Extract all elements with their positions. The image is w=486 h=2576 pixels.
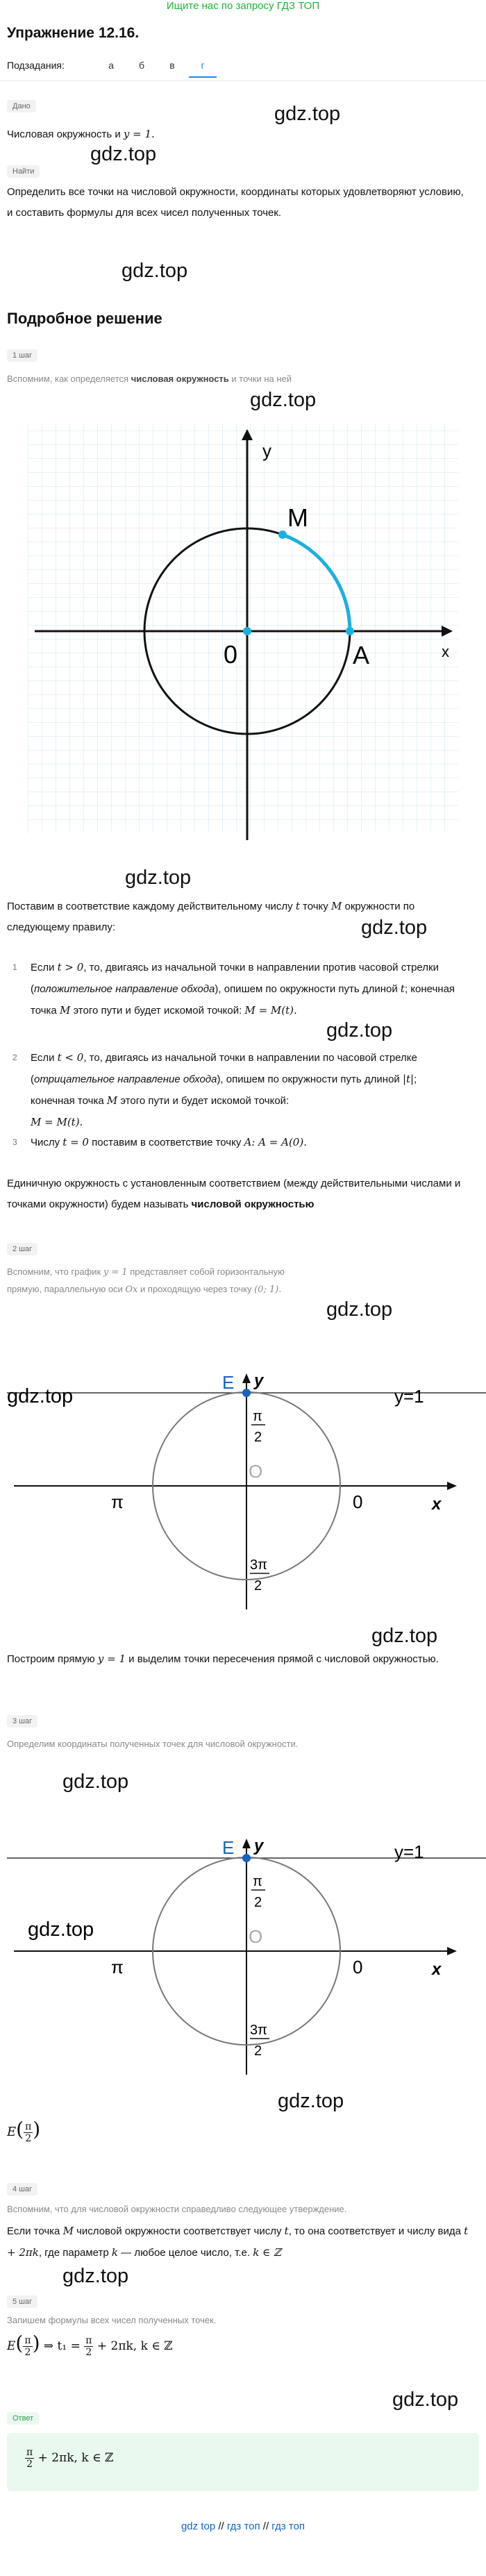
y-axis-arrow	[242, 1373, 251, 1383]
step3-hint: Определим координаты полученных точек для числовой окружности.	[7, 1739, 299, 1749]
point-e	[242, 1389, 251, 1397]
watermark: gdz.top	[250, 389, 317, 411]
y-axis-label: y	[254, 1371, 264, 1390]
given-chip: Дано	[7, 100, 36, 112]
footer-link[interactable]: gdz top	[181, 2520, 216, 2532]
rule-item-1: Если t > 0, то, двигаясь из начальной точки в направлении против часовой стрелки (положительное направление обхода), опишем по окружности путь длиной t; конечная точка M этого пути и будет искомой точкой: M = M(t).	[31, 961, 455, 1017]
step3-chip: 3 шаг	[7, 1715, 37, 1728]
list-number: 2	[12, 1053, 17, 1062]
answer-box	[7, 2433, 479, 2491]
watermark: gdz.top	[392, 2389, 459, 2411]
step5-hint: Запишем формулы всех чисел полученных точек.	[7, 2315, 217, 2325]
x-axis-label: x	[432, 1960, 442, 1979]
watermark: gdz.top	[326, 1298, 393, 1321]
origin-label: O	[249, 1461, 263, 1482]
find-text: Определить все точки на числовой окружности, координаты которых удовлетворяют условию, и составить формулы для всех чисел полученных точек.	[7, 186, 464, 219]
zero-label: 0	[353, 1957, 363, 1977]
step4-text: Если точка M числовой окружности соответствует числу t, то она соответствует и числу вида t + 2πk, где параметр k — любое целое число, т.е. k ∈ ℤ	[7, 2225, 469, 2259]
tab-a[interactable]: а	[108, 60, 114, 71]
frac-bottom-den: 2	[254, 2043, 262, 2059]
step2-text: Построим прямую y = 1 и выделим точки пересечения прямой с числовой окружностью.	[7, 1653, 439, 1665]
rule-item-2: Если t < 0, то, двигаясь из начальной точки в направлении по часовой стрелке (отрицательное направление обхода), опишем по окружности путь длиной |t|; конечная точка M этого пути и будет искомой точкой: M = M(t).	[31, 1051, 417, 1128]
frac-bottom-num: 3π	[250, 2023, 267, 2038]
list-number: 1	[12, 962, 17, 972]
find-chip: Найти	[7, 165, 40, 178]
step4-chip: 4 шаг	[7, 2183, 37, 2196]
step3-result: E( $\frac{\pi}{2}$ )	[7, 2118, 41, 2144]
footer-link[interactable]: гдз топ	[271, 2520, 305, 2532]
watermark: gdz.top	[278, 2090, 344, 2112]
y-axis-label: y	[262, 440, 271, 461]
frac-top-den: 2	[254, 1895, 262, 1910]
watermark: gdz.top	[122, 260, 188, 282]
frac-top-den: 2	[254, 1430, 262, 1445]
answer-formula: $\frac{\pi}{2}$ + 2πk, k ∈ ℤ	[26, 2447, 114, 2470]
step1-outro: Единичную окружность с установленным соответствием (между действительными числами и точками окружности) будем называть числовой окружностью	[7, 1178, 461, 1210]
graph-intersection	[0, 1784, 486, 2076]
point-e-label: E	[222, 1837, 235, 1858]
watermark: gdz.top	[7, 1385, 74, 1407]
watermark: gdz.top	[125, 867, 192, 889]
x-axis-arrow	[447, 1947, 457, 1955]
subtasks-label: Подзадания:	[7, 60, 65, 71]
given-text: Числовая окружность и y = 1.	[7, 128, 155, 140]
step1-hint: Вспомним, как определяется числовая окружность и точки на ней	[7, 374, 292, 384]
footer-link[interactable]: гдз топ	[226, 2520, 260, 2532]
page-title: Упражнение 12.16.	[7, 25, 140, 41]
step1-intro: Поставим в соответствие каждому действительному числу t точку M окружности по следующему правилу:	[7, 900, 415, 933]
top-banner-link[interactable]: Ищите нас по запросу ГДЗ ТОП	[166, 0, 320, 12]
pi-label: π	[111, 1957, 124, 1977]
watermark: gdz.top	[90, 143, 157, 165]
step4-hint: Вспомним, что для числовой окружности справедливо следующее утверждение.	[7, 2204, 347, 2214]
tab-b[interactable]: б	[138, 60, 145, 71]
y-axis-arrow	[242, 1839, 251, 1848]
solution-heading: Подробное решение	[7, 310, 162, 327]
point-m	[278, 530, 287, 539]
frac-bottom-num: 3π	[250, 1557, 267, 1573]
point-m-label: M	[287, 503, 308, 532]
line-label: y=1	[394, 1841, 424, 1862]
list-number: 3	[12, 1137, 17, 1147]
watermark: gdz.top	[28, 1918, 94, 1941]
x-axis-label: x	[442, 643, 449, 660]
x-axis-arrow	[447, 1482, 457, 1490]
step5-formula: E( $\frac{\pi}{2}$ ) ⇒ t₁ = $\frac{\pi}{2}$ + 2πk, k ∈ ℤ	[7, 2332, 173, 2358]
pi-label: π	[111, 1491, 124, 1512]
grid	[28, 424, 458, 833]
point-a	[346, 627, 354, 635]
step2-chip: 2 шаг	[7, 1243, 37, 1255]
watermark: gdz.top	[62, 2265, 129, 2287]
line-label: y=1	[394, 1386, 424, 1407]
graph-numeric-circle	[0, 417, 486, 847]
x-axis-label: x	[432, 1495, 442, 1514]
rule-item-3: Числу t = 0 поставим в соответствие точку A: A = A(0).	[31, 1136, 307, 1148]
tab-g[interactable]: г	[189, 60, 217, 78]
point-e	[242, 1854, 251, 1862]
answer-chip: Ответ	[7, 2412, 39, 2425]
step5-chip: 5 шаг	[7, 2295, 37, 2308]
origin-point	[243, 627, 251, 635]
watermark: gdz.top	[326, 1019, 393, 1042]
origin-label: 0	[224, 640, 238, 669]
frac-top-num: π	[253, 1409, 262, 1424]
step1-chip: 1 шаг	[7, 349, 37, 362]
point-a-label: A	[353, 641, 370, 669]
y-axis-label: y	[254, 1837, 264, 1855]
point-e-label: E	[222, 1372, 235, 1393]
watermark: gdz.top	[361, 917, 428, 939]
step2-hint: Вспомним, что график y = 1 представляет собой горизонтальную прямую, параллельную оси Ox и проходящую через точку (0; 1).	[7, 1266, 285, 1295]
footer: gdz top // гдз топ // гдз топ	[181, 2520, 305, 2532]
origin-label: O	[249, 1926, 263, 1947]
top-banner	[0, 0, 486, 14]
frac-top-num: π	[253, 1874, 262, 1889]
zero-label: 0	[353, 1491, 363, 1512]
watermark: gdz.top	[62, 1771, 129, 1793]
frac-bottom-den: 2	[254, 1578, 262, 1594]
tab-v[interactable]: в	[169, 60, 175, 71]
graph-line-y1	[0, 1319, 486, 1611]
watermark: gdz.top	[371, 1625, 438, 1647]
watermark: gdz.top	[274, 103, 341, 125]
